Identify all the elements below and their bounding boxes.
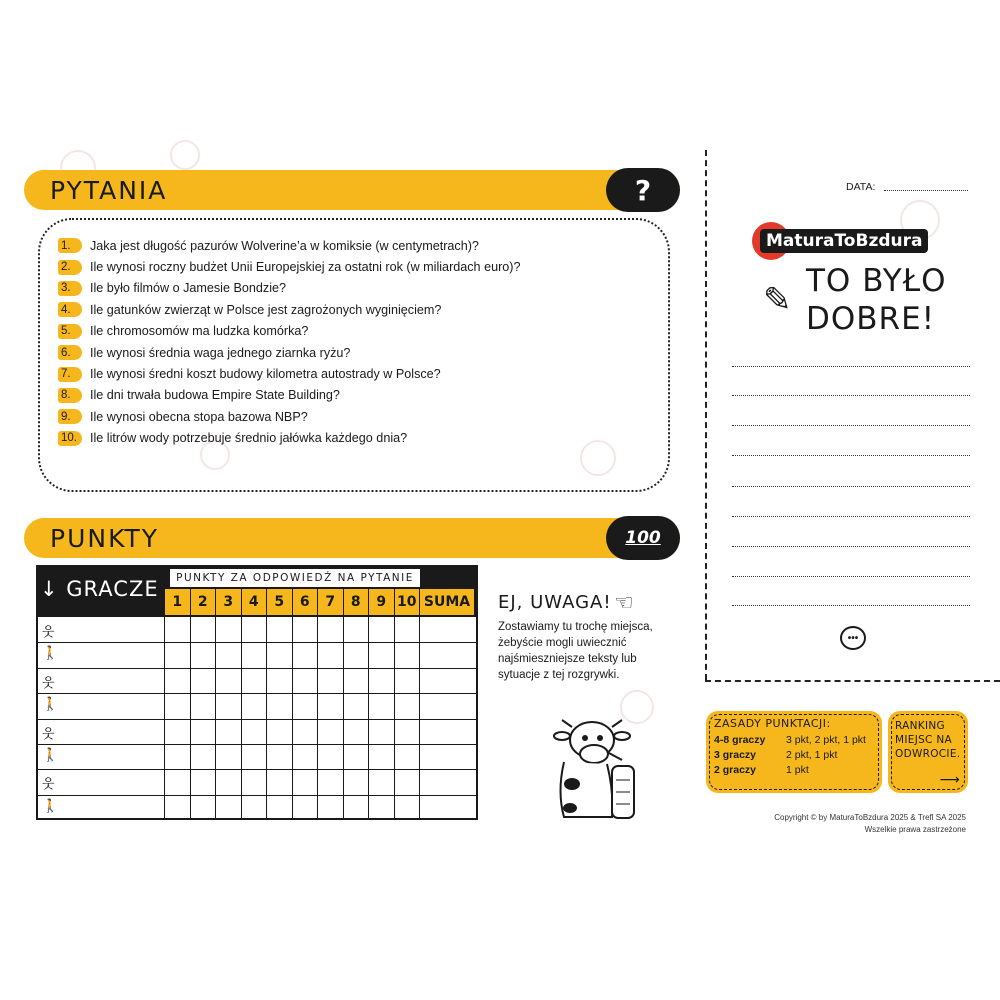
question-text: Ile było filmów o Jamesie Bondzie? [90,281,286,296]
person-icon: 웃 [42,777,55,793]
points-title: PUNKTY [50,523,160,553]
copyright-line-1: Copyright © by MaturaToBzdura 2025 & Trefl SA 2025 [774,813,966,822]
hundred-points-icon: 100 [606,516,680,560]
column-header-2: 2 [191,589,216,615]
person-icon: 🚶 [42,646,59,662]
arrow-right-icon: ⟶ [939,772,960,788]
question-number: 1. [58,238,82,253]
ranking-line-2: MIEJSC NA [895,734,952,746]
note-line[interactable] [732,425,970,426]
question-number: 10. [58,431,82,446]
question-item [58,278,520,299]
background-doodle [170,140,200,170]
points-caption: PUNKTY ZA ODPOWIEDŹ NA PYTANIE [170,569,420,587]
player-name-cell[interactable] [60,693,162,718]
question-item [58,321,520,342]
scoring-rule-row [714,733,874,748]
scoring-rule-row [714,748,874,763]
questions-title: PYTANIA [50,175,168,205]
ranking-line-3: ODWROCIE. [895,748,961,760]
note-line[interactable] [732,576,970,577]
note-line[interactable] [732,455,970,456]
scoring-rule-players: 2 graczy [714,764,757,776]
note-line[interactable] [732,516,970,517]
question-item [58,406,520,427]
person-icon: 웃 [42,675,55,691]
person-icon: 🚶 [42,798,59,814]
question-item [58,256,520,277]
points-header [24,518,680,558]
question-number: 7. [58,367,82,382]
pointing-hand-icon: ☜ [614,590,634,615]
question-number: 8. [58,388,82,403]
question-number: 6. [58,345,82,360]
question-item [58,342,520,363]
note-title: EJ, UWAGA! [498,592,612,613]
column-header-8: 8 [344,589,369,615]
scoring-rule-points: 3 pkt, 2 pkt, 1 pkt [786,734,866,746]
players-header: ↓ GRACZE [40,577,159,601]
ranking-line-1: RANKING [895,720,945,732]
question-number: 2. [58,260,82,275]
column-header-4: 4 [242,589,267,615]
note-line[interactable] [732,546,970,547]
question-text: Ile wynosi roczny budżet Unii Europejskiej za ostatni rok (w miliardach euro)? [90,260,521,275]
date-input-line[interactable] [884,190,968,191]
question-text: Ile wynosi średnia waga jednego ziarnka ryżu? [90,345,351,360]
ranking-box [888,711,968,793]
column-header-7: 7 [318,589,343,615]
person-icon: 웃 [42,625,55,640]
scoring-rules-list [714,733,874,778]
question-mark-icon: ? [606,168,680,212]
slogan-line-1: TO BYŁO [806,263,947,299]
player-name-cell[interactable] [60,642,162,667]
brand-logo [752,222,928,260]
column-header-5: 5 [267,589,292,615]
questions-header [24,170,680,210]
player-name-cell[interactable] [60,795,162,820]
person-icon: 🚶 [42,697,59,713]
question-item [58,299,520,320]
scoring-rule-players: 3 graczy [714,749,757,761]
player-name-cell[interactable] [60,668,162,693]
player-name-cell[interactable] [60,719,162,744]
cut-line-horizontal [705,680,1000,682]
note-line[interactable] [732,605,970,606]
player-name-cell[interactable] [60,769,162,794]
scoring-rule-row [714,763,874,778]
question-text: Ile chromosomów ma ludzka komórka? [90,324,309,339]
question-text: Ile wynosi obecna stopa bazowa NBP? [90,409,308,424]
column-header-9: 9 [369,589,394,615]
question-item [58,428,520,449]
slogan [806,262,947,338]
copyright-line-2: Wszelkie prawa zastrzeżone [864,825,966,834]
question-text: Ile dni trwała budowa Empire State Building? [90,388,340,403]
note-line[interactable] [732,366,970,367]
question-text: Ile wynosi średni koszt budowy kilometra autostrady w Polsce? [90,367,441,382]
person-icon: 🚶 [42,748,59,763]
date-label: DATA: [846,181,876,193]
scoring-rule-points: 2 pkt, 1 pkt [786,749,838,761]
logo-text: MaturaToBzdura [760,229,928,253]
question-item [58,363,520,384]
note-line[interactable] [732,486,970,487]
column-header-sum: SUMA [420,589,474,615]
note-line[interactable] [732,395,970,396]
column-header-6: 6 [293,589,318,615]
pencil-icon: ✎ [763,281,792,319]
slogan-line-2: DOBRE! [806,301,936,337]
question-number: 9. [58,409,82,424]
column-header-1: 1 [165,589,190,615]
player-name-cell[interactable] [60,617,162,642]
column-header-3: 3 [216,589,241,615]
cut-line-vertical [705,150,707,680]
question-number: 5. [58,324,82,339]
scoring-rules-box [706,711,882,793]
player-name-cell[interactable] [60,744,162,769]
score-table [36,565,478,820]
question-text: Jaka jest długość pazurów Wolverine’a w komiksie (w centymetrach)? [90,238,479,253]
question-text: Ile litrów wody potrzebuje średnio jałówka każdego dnia? [90,431,408,446]
scoring-rules-title: ZASADY PUNKTACJI: [714,717,831,730]
question-text: Ile gatunków zwierząt w Polsce jest zagrożonych wyginięciem? [90,302,442,317]
speech-bubble-icon: ••• [840,626,866,650]
question-number: 4. [58,302,82,317]
question-number: 3. [58,281,82,296]
scoring-rule-players: 4-8 graczy [714,734,766,746]
cow-illustration [552,712,642,822]
copyright [774,812,966,836]
scoring-rule-points: 1 pkt [786,764,809,776]
column-header-10: 10 [395,589,420,615]
person-icon: 웃 [42,726,55,742]
question-item [58,235,520,256]
questions-list [58,235,520,449]
question-item [58,385,520,406]
note-text: Zostawiamy tu trochę miejsca, żebyście mogli uwiecznić najśmieszniejsze teksty lub sytuacje z tej rozgrywki. [498,621,653,681]
